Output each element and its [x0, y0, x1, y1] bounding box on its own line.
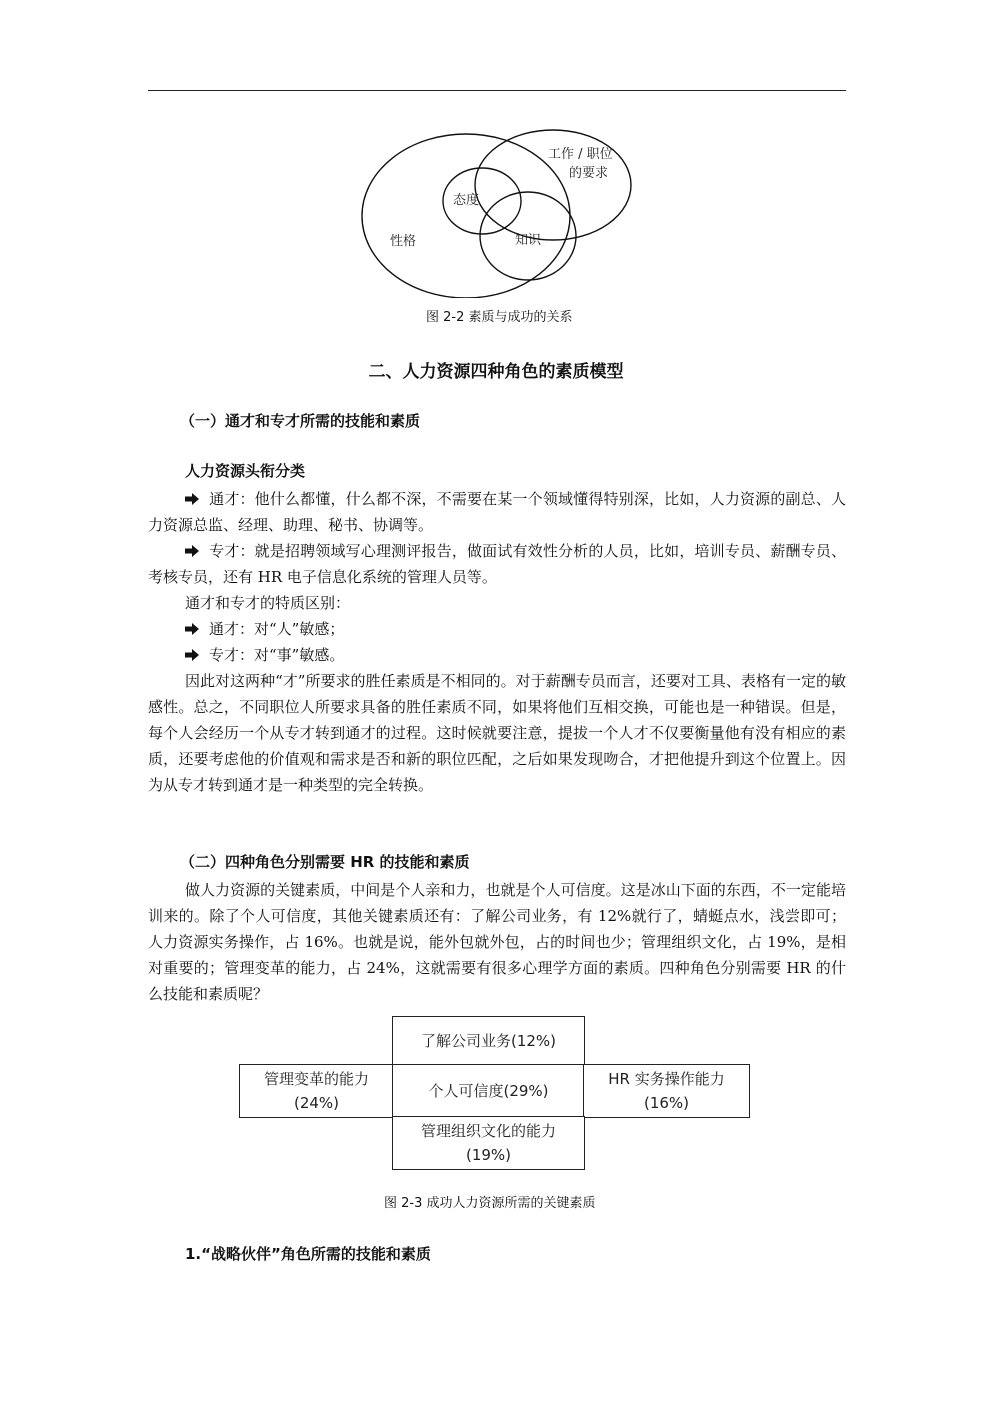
venn-label-personality: 性格 — [390, 234, 417, 249]
generalist-paragraph — [148, 486, 846, 538]
venn-label-attitude: 态度 — [453, 193, 480, 208]
heading-hr-title-classification: 人力资源头衔分类 — [185, 462, 306, 480]
diagram-right-line1: HR 实务操作能力 — [608, 1070, 725, 1088]
venn-label-knowledge: 知识 — [515, 233, 542, 248]
venn-label-job-line2: 的要求 — [569, 166, 609, 181]
diagram-box-top — [392, 1016, 585, 1066]
diagram-box-bottom — [392, 1116, 585, 1170]
difference-intro: 通才和专才的特质区别： — [185, 594, 351, 612]
venn-diagram — [358, 128, 638, 298]
specialist-text: 专才：就是招聘领域写心理测评报告，做面试有效性分析的人员，比如，培训专员、薪酬专员、考核专员，还有 HR 电子信息化系统的管理人员等。 — [148, 542, 846, 586]
arrow-right-icon — [185, 649, 199, 661]
conclusion-paragraph: 因此对这两种“才”所要求的胜任素质是不相同的。对于薪酬专员而言，还要对工具、表格有一定的敏感性。总之，不同职位人所要求具备的胜任素质不同，如果将他们互相交换，可能也是一种错误。但是，每个人会经历一个从专才转到通才的过程。这时候就要注意，提拔一个人才不仅要衡量他有没有相应的素质，还要考虑他的价值观和需求是否和新的职位匹配，之后如果发现吻合，才把他提升到这个位置上。因为从专才转到通才是一种类型的完全转换。 — [148, 672, 846, 794]
venn-label-job-line1: 工作 / 职位 — [548, 147, 613, 162]
section-title: 二、人力资源四种角色的素质模型 — [368, 362, 624, 382]
specialist-trait-text: 专才：对“事”敏感。 — [209, 646, 345, 664]
figure-caption-2-2: 图 2-2 素质与成功的关系 — [426, 310, 573, 325]
specialist-trait — [185, 642, 344, 668]
subsection-heading-2: （二）四种角色分别需要 HR 的技能和素质 — [180, 853, 470, 871]
arrow-right-icon — [185, 493, 199, 505]
diagram-box-left — [239, 1064, 394, 1118]
generalist-text: 通才：他什么都懂，什么都不深，不需要在某一个领域懂得特别深，比如，人力资源的副总、人力资源总监、经理、助理、秘书、协调等。 — [148, 490, 846, 534]
diagram-box-right — [583, 1064, 750, 1118]
arrow-right-icon — [185, 545, 199, 557]
diagram-left-line1: 管理变革的能力 — [263, 1070, 369, 1088]
header-rule — [148, 90, 846, 91]
generalist-trait — [185, 616, 344, 642]
venn-personality-circle — [362, 134, 570, 298]
diagram-top-text: 了解公司业务(12%) — [420, 1032, 557, 1050]
diagram-bottom-line2: (19%) — [465, 1146, 512, 1164]
diagram-box-center — [392, 1064, 585, 1118]
subsection-heading-1: （一）通才和专才所需的技能和素质 — [180, 412, 421, 430]
diagram-right-line2: (16%) — [643, 1094, 690, 1112]
diagram-left-line2: (24%) — [293, 1094, 340, 1112]
diagram-bottom-line1: 管理组织文化的能力 — [420, 1122, 556, 1140]
subsection-heading-3: 1.“战略伙伴”角色所需的技能和素质 — [185, 1245, 431, 1263]
diagram-center-text: 个人可信度(29%) — [428, 1082, 549, 1100]
generalist-trait-text: 通才：对“人”敏感； — [209, 620, 345, 638]
figure-caption-2-3: 图 2-3 成功人力资源所需的关键素质 — [384, 1196, 596, 1211]
key-qualities-paragraph: 做人力资源的关键素质，中间是个人亲和力，也就是个人可信度。这是冰山下面的东西，不一定能培训来的。除了个人可信度，其他关键素质还有：了解公司业务，有 12%就行了，蜻蜓点水，浅尝即可；人力资源实务操作，占 16%。也就是说，能外包就外包，占的时间也少；管理组织文化，占 19%，是相对重要的；管理变革的能力，占 24%，这就需要有很多心理学方面的素质。四种角色分别需要 HR 的什么技能和素质呢？ — [148, 881, 846, 1003]
specialist-paragraph — [148, 538, 846, 590]
arrow-right-icon — [185, 623, 199, 635]
